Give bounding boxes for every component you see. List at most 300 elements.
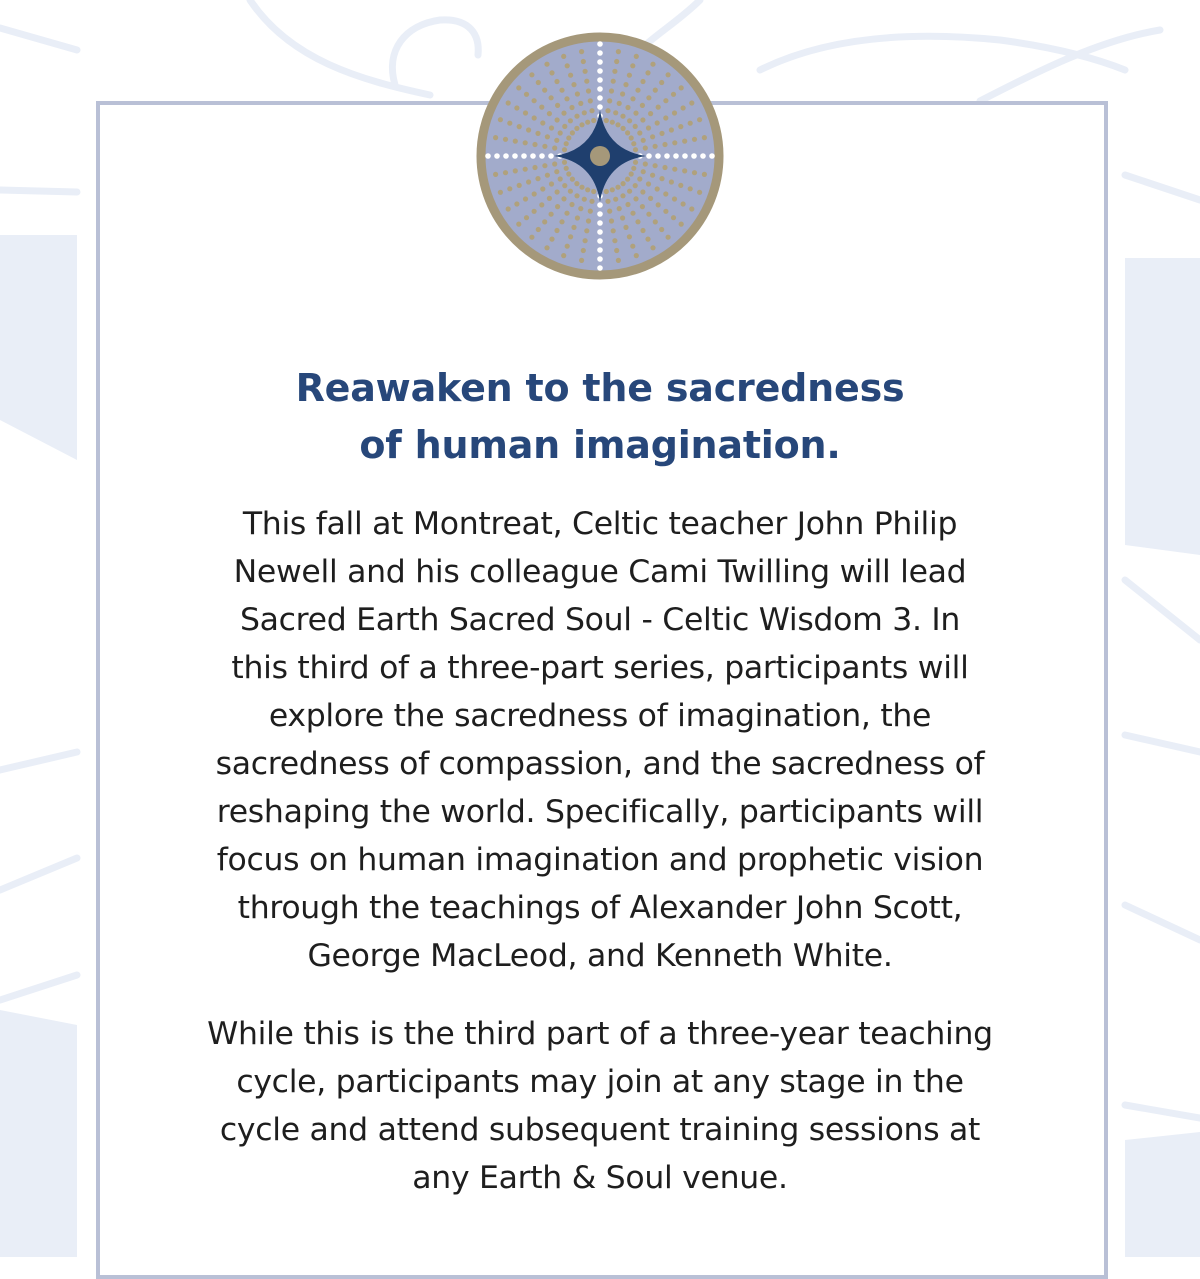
emblem-dot — [669, 127, 674, 132]
emblem-dot — [620, 215, 625, 220]
emblem-dot — [516, 222, 521, 227]
emblem-dot — [635, 88, 640, 93]
emblem-dot — [549, 125, 554, 130]
emblem-dot — [506, 100, 511, 105]
emblem-dot — [697, 117, 702, 122]
emblem-dot — [552, 145, 557, 150]
emblem-dot — [625, 177, 630, 182]
emblem-dot — [611, 79, 616, 84]
headline — [150, 360, 1050, 474]
emblem-dot — [588, 98, 593, 103]
emblem-dot — [562, 183, 567, 188]
emblem-dot — [539, 202, 544, 207]
emblem-dot — [524, 215, 529, 220]
emblem-dot — [503, 170, 508, 175]
emblem-dot — [655, 186, 660, 191]
emblem-dot — [544, 62, 549, 67]
emblem-dot — [561, 111, 566, 116]
emblem-dot — [615, 122, 620, 127]
emblem-cross-dot — [597, 202, 603, 208]
emblem-cross-dot — [597, 256, 603, 262]
emblem-dot — [605, 199, 610, 204]
emblem-dot — [678, 124, 683, 129]
emblem-dot — [688, 121, 693, 126]
emblem-dot — [655, 120, 660, 125]
emblem-dot — [532, 209, 537, 214]
emblem-dot — [523, 196, 528, 201]
emblem-dot — [540, 186, 545, 191]
emblem-cross-dot — [597, 68, 603, 74]
paragraph-line: focus on human imagination and prophetic vision — [216, 842, 984, 878]
emblem-dot — [549, 237, 554, 242]
emblem-dot — [659, 131, 664, 136]
paragraph-line: Newell and his colleague Cami Twilling will lead — [233, 554, 967, 590]
emblem-dot — [535, 131, 540, 136]
emblem-dot — [625, 130, 630, 135]
emblem-dot — [559, 88, 564, 93]
emblem-cross-dot — [597, 77, 603, 83]
emblem-cross-dot — [548, 153, 554, 159]
emblem-dot — [633, 124, 638, 129]
emblem-dot — [493, 135, 498, 140]
emblem-dot — [566, 135, 571, 140]
paragraph-line: explore the sacredness of imagination, the — [268, 698, 932, 734]
emblem-cross-dot — [597, 238, 603, 244]
emblem-dot — [559, 219, 564, 224]
emblem-cross-dot — [664, 153, 670, 159]
emblem-dot — [682, 168, 687, 173]
emblem-dot — [629, 135, 634, 140]
emblem-dot — [678, 183, 683, 188]
emblem-dot — [645, 237, 650, 242]
emblem-dot — [514, 201, 519, 206]
headline-line-1: Reawaken to the sacredness — [295, 366, 905, 410]
emblem-dot — [555, 204, 560, 209]
emblem-dot — [631, 141, 636, 146]
paragraph-line: this third of a three-part series, participants will — [231, 650, 969, 686]
emblem-cross-dot — [539, 153, 545, 159]
emblem-dot — [561, 196, 566, 201]
emblem-dot — [620, 91, 625, 96]
emblem-dot — [584, 228, 589, 233]
emblem-dot — [682, 139, 687, 144]
emblem-dot — [621, 181, 626, 186]
emblem-dot — [562, 160, 567, 165]
emblem-dot — [547, 196, 552, 201]
emblem-dot — [650, 173, 655, 178]
emblem-dot — [609, 88, 614, 93]
emblem-dot — [625, 105, 630, 110]
emblem-dot — [554, 138, 559, 143]
emblem-dot — [672, 140, 677, 145]
emblem-dot — [688, 186, 693, 191]
emblem-dot — [605, 108, 610, 113]
emblem-dot — [582, 110, 587, 115]
emblem-dot — [579, 258, 584, 263]
emblem-dot — [544, 245, 549, 250]
emblem-dot — [565, 244, 570, 249]
emblem-dot — [633, 160, 638, 165]
emblem-dot — [579, 122, 584, 127]
emblem-dot — [663, 209, 668, 214]
emblem-dot — [671, 215, 676, 220]
emblem-cross-dot — [673, 153, 679, 159]
emblem-dot — [671, 92, 676, 97]
emblem-dot — [591, 118, 596, 123]
emblem-dot — [630, 244, 635, 249]
emblem-dot — [607, 98, 612, 103]
emblem-dot — [569, 202, 574, 207]
emblem-dot — [542, 144, 547, 149]
emblem-dot — [610, 187, 615, 192]
emblem-dot — [648, 111, 653, 116]
emblem-dot — [610, 120, 615, 125]
emblem-dot — [613, 197, 618, 202]
emblem-dot — [571, 82, 576, 87]
emblem-cross-dot — [530, 153, 536, 159]
emblem-dot — [692, 137, 697, 142]
emblem-cross-dot — [597, 95, 603, 101]
emblem-dot — [542, 219, 547, 224]
emblem-dot — [564, 141, 569, 146]
emblem-dot — [574, 193, 579, 198]
paragraph-line: While this is the third part of a three-year teaching — [207, 1016, 993, 1052]
emblem-dot — [614, 248, 619, 253]
emblem-dot — [549, 181, 554, 186]
emblem-dot — [616, 49, 621, 54]
emblem-dot — [506, 206, 511, 211]
celtic-star-emblem-icon — [476, 32, 724, 280]
paragraph-line: cycle and attend subsequent training sessions at — [219, 1112, 981, 1148]
emblem-cross-dot — [597, 86, 603, 92]
emblem-dot — [561, 253, 566, 258]
emblem-dot — [591, 189, 596, 194]
headline-line-2: of human imagination. — [359, 423, 841, 467]
emblem-dot — [517, 183, 522, 188]
emblem-dot — [604, 118, 609, 123]
emblem-dot — [547, 111, 552, 116]
emblem-dot — [625, 202, 630, 207]
emblem-dot — [555, 189, 560, 194]
emblem-dot — [637, 176, 642, 181]
emblem-cross-dot — [521, 153, 527, 159]
paragraph-line: Sacred Earth Sacred Soul - Celtic Wisdom 3. In — [239, 602, 961, 638]
emblem-dot — [574, 114, 579, 119]
emblem-dot — [529, 235, 534, 240]
emblem-dot — [637, 130, 642, 135]
emblem-dot — [581, 59, 586, 64]
emblem-dot — [579, 185, 584, 190]
emblem-dot — [633, 183, 638, 188]
emblem-dot — [640, 117, 645, 122]
emblem-dot — [564, 166, 569, 171]
emblem-dot — [578, 206, 583, 211]
emblem-dot — [627, 234, 632, 239]
emblem-dot — [666, 72, 671, 77]
emblem-dot — [679, 85, 684, 90]
emblem-cross-dot — [709, 153, 715, 159]
emblem-dot — [532, 142, 537, 147]
emblem-dot — [646, 125, 651, 130]
emblem-dot — [634, 253, 639, 258]
emblem-dot — [635, 219, 640, 224]
emblem-dot — [641, 169, 646, 174]
emblem-dot — [523, 140, 528, 145]
emblem-dot — [583, 238, 588, 243]
emblem-dot — [582, 197, 587, 202]
body-paragraph-1 — [140, 500, 1060, 980]
emblem-dot — [641, 138, 646, 143]
emblem-cross-dot — [597, 211, 603, 217]
emblem-dot — [663, 98, 668, 103]
emblem-dot — [542, 88, 547, 93]
emblem-dot — [568, 189, 573, 194]
emblem-dot — [526, 179, 531, 184]
emblem-dot — [650, 134, 655, 139]
emblem-dot — [702, 135, 707, 140]
emblem-dot — [615, 185, 620, 190]
emblem-dot — [564, 96, 569, 101]
emblem-dot — [617, 206, 622, 211]
emblem-dot — [555, 103, 560, 108]
emblem-dot — [579, 49, 584, 54]
emblem-dot — [552, 161, 557, 166]
emblem-dot — [555, 117, 560, 122]
emblem-dot — [614, 59, 619, 64]
emblem-dot — [640, 189, 645, 194]
emblem-dot — [566, 171, 571, 176]
emblem-cross-dot — [597, 41, 603, 47]
emblem-dot — [507, 121, 512, 126]
emblem-cross-dot — [485, 153, 491, 159]
emblem-dot — [569, 105, 574, 110]
emblem-dot — [586, 88, 591, 93]
paragraph-line: This fall at Montreat, Celtic teacher John Philip — [242, 506, 958, 542]
emblem-dot — [498, 190, 503, 195]
emblem-dot — [640, 103, 645, 108]
emblem-dot — [565, 63, 570, 68]
emblem-dot — [617, 101, 622, 106]
emblem-dot — [549, 70, 554, 75]
emblem-dot — [634, 54, 639, 59]
emblem-cross-dot — [597, 50, 603, 56]
emblem-dot — [542, 163, 547, 168]
emblem-dot — [589, 108, 594, 113]
emblem-dot — [640, 228, 645, 233]
emblem-dot — [571, 225, 576, 230]
emblem-dot — [570, 177, 575, 182]
emblem-cross-dot — [597, 104, 603, 110]
emblem-dot — [623, 225, 628, 230]
emblem-dot — [643, 145, 648, 150]
emblem-cross-dot — [682, 153, 688, 159]
emblem-dot — [630, 96, 635, 101]
emblem-dot — [574, 126, 579, 131]
emblem-dot — [648, 196, 653, 201]
emblem-dot — [629, 171, 634, 176]
emblem-dot — [669, 179, 674, 184]
emblem-dot — [653, 144, 658, 149]
emblem-dot — [681, 105, 686, 110]
emblem-dot — [659, 227, 664, 232]
emblem-dot — [562, 124, 567, 129]
paragraph-line: sacredness of compassion, and the sacredness of — [215, 746, 985, 782]
emblem-dot — [570, 130, 575, 135]
emblem-dot — [653, 88, 658, 93]
emblem-dot — [609, 218, 614, 223]
emblem-dot — [554, 79, 559, 84]
paragraph-line: through the teachings of Alexander John Scott, — [237, 890, 963, 926]
emblem-cross-dot — [597, 265, 603, 271]
emblem-dot — [672, 110, 677, 115]
emblem-dot — [536, 80, 541, 85]
emblem-dot — [653, 219, 658, 224]
emblem-dot — [554, 228, 559, 233]
emblem-cross-dot — [700, 153, 706, 159]
emblem-dot — [640, 204, 645, 209]
emblem-dot — [493, 172, 498, 177]
paragraph-line: reshaping the world. Specifically, participants will — [216, 794, 984, 830]
emblem-cross-dot — [646, 153, 652, 159]
emblem-dot — [646, 95, 651, 100]
emblem-dot — [585, 187, 590, 192]
emblem-dot — [607, 209, 612, 214]
emblem-dot — [672, 167, 677, 172]
emblem-dot — [631, 166, 636, 171]
emblem-cross-dot — [597, 247, 603, 253]
emblem-dot — [545, 173, 550, 178]
emblem-dot — [656, 105, 661, 110]
emblem-dot — [620, 193, 625, 198]
emblem-dot — [532, 115, 537, 120]
emblem-dot — [643, 161, 648, 166]
emblem-dot — [679, 222, 684, 227]
emblem-dot — [627, 118, 632, 123]
emblem-cross-dot — [494, 153, 500, 159]
emblem-dot — [523, 110, 528, 115]
emblem-cross-dot — [597, 229, 603, 235]
emblem-dot — [627, 189, 632, 194]
emblem-dot — [539, 105, 544, 110]
emblem-dot — [613, 110, 618, 115]
emblem-dot — [545, 134, 550, 139]
emblem-dot — [623, 82, 628, 87]
emblem-dot — [681, 201, 686, 206]
emblem-dot — [549, 212, 554, 217]
emblem-dot — [633, 196, 638, 201]
emblem-dot — [549, 95, 554, 100]
emblem-dot — [662, 142, 667, 147]
emblem-dot — [621, 126, 626, 131]
emblem-dot — [568, 73, 573, 78]
emblem-dot — [663, 115, 668, 120]
emblem-dot — [585, 120, 590, 125]
emblem-dot — [612, 69, 617, 74]
emblem-cross-dot — [503, 153, 509, 159]
paragraph-line: George MacLeod, and Kenneth White. — [307, 938, 893, 974]
emblem-dot — [659, 80, 664, 85]
emblem-dot — [672, 196, 677, 201]
emblem-dot — [532, 191, 537, 196]
paragraph-line: cycle, participants may join at any stage in the — [236, 1064, 964, 1100]
emblem-dot — [611, 228, 616, 233]
emblem-dot — [535, 176, 540, 181]
emblem-dot — [523, 167, 528, 172]
emblem-dot — [503, 137, 508, 142]
emblem-dot — [578, 101, 583, 106]
emblem-dot — [517, 124, 522, 129]
emblem-dot — [532, 98, 537, 103]
emblem-dot — [536, 227, 541, 232]
emblem-dot — [589, 199, 594, 204]
emblem-dot — [646, 212, 651, 217]
emblem-dot — [659, 176, 664, 181]
emblem-dot — [650, 62, 655, 67]
emblem-dot — [513, 168, 518, 173]
emblem-dot — [633, 147, 638, 152]
emblem-dot — [645, 70, 650, 75]
emblem-dot — [702, 172, 707, 177]
emblem-dot — [584, 79, 589, 84]
emblem-dot — [558, 176, 563, 181]
emblem-dot — [646, 181, 651, 186]
emblem-dot — [562, 147, 567, 152]
emblem-cross-dot — [512, 153, 518, 159]
emblem-dot — [689, 206, 694, 211]
emblem-dot — [568, 234, 573, 239]
emblem-dot — [620, 114, 625, 119]
emblem-cross-dot — [597, 220, 603, 226]
emblem-dot — [526, 127, 531, 132]
emblem-dot — [630, 211, 635, 216]
emblem-dot — [583, 69, 588, 74]
emblem-dot — [662, 165, 667, 170]
emblem-dot — [568, 118, 573, 123]
emblem-dot — [663, 191, 668, 196]
emblem-dot — [532, 165, 537, 170]
emblem-dot — [529, 72, 534, 77]
emblem-dot — [554, 169, 559, 174]
emblem-dot — [689, 100, 694, 105]
emblem-dot — [574, 181, 579, 186]
emblem-dot — [564, 211, 569, 216]
emblem-dot — [697, 190, 702, 195]
emblem-dot — [612, 238, 617, 243]
body-paragraph-2 — [140, 1010, 1060, 1202]
emblem-dot — [640, 79, 645, 84]
emblem-dot — [604, 189, 609, 194]
emblem-cross-dot — [691, 153, 697, 159]
emblem-dot — [666, 235, 671, 240]
emblem-dot — [514, 105, 519, 110]
emblem-dot — [692, 170, 697, 175]
emblem-dot — [627, 73, 632, 78]
emblem-dot — [575, 215, 580, 220]
emblem-dot — [581, 248, 586, 253]
emblem-dot — [588, 209, 593, 214]
emblem-dot — [540, 120, 545, 125]
emblem-dot — [516, 85, 521, 90]
emblem-dot — [498, 117, 503, 122]
emblem-dot — [524, 92, 529, 97]
emblem-dot — [513, 139, 518, 144]
emblem-dot — [650, 245, 655, 250]
emblem-dot — [656, 202, 661, 207]
emblem-dot — [586, 218, 591, 223]
emblem-cross-dot — [597, 59, 603, 65]
emblem-dot — [561, 54, 566, 59]
emblem-dot — [653, 163, 658, 168]
